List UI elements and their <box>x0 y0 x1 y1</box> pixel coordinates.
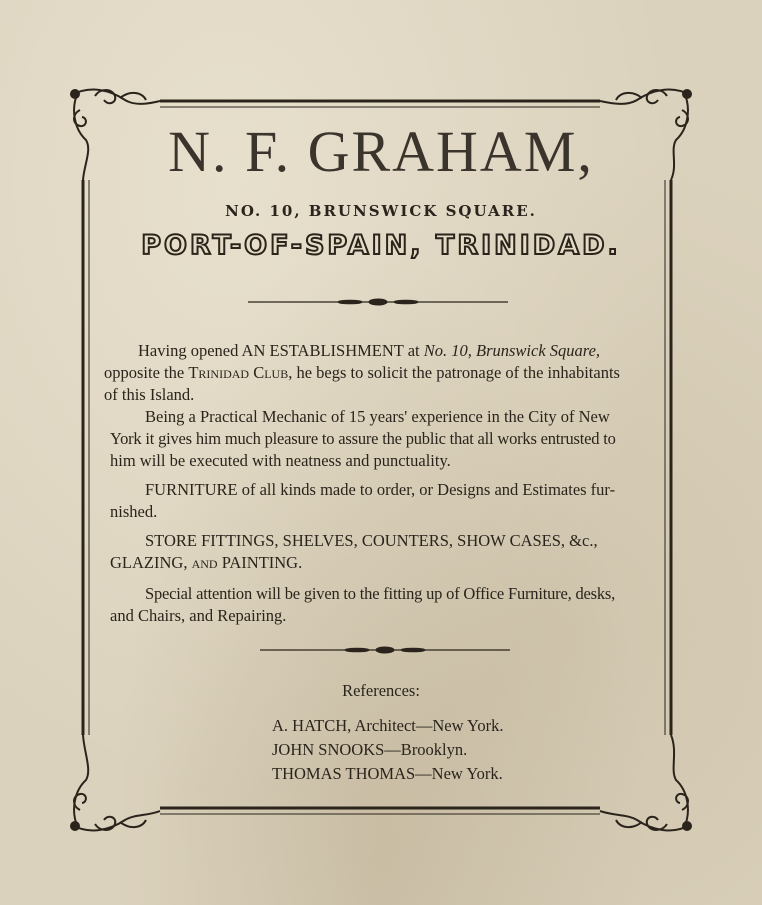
corner-flourish-bottom-right <box>600 735 691 830</box>
corner-flourish-bottom-left <box>71 735 160 830</box>
para4-line2 <box>110 552 302 574</box>
street-address: NO. 10, BRUNSWICK SQUARE. <box>225 202 537 220</box>
para2-line1: Being a Practical Mechanic of 15 years' experience in the City of New <box>145 407 610 426</box>
para5-line1: Special attention will be given to the fitting up of Office Furniture, desks, <box>145 584 616 603</box>
para4-text: GLAZING, <box>110 553 192 572</box>
para5-line2: and Chairs, and Repairing. <box>110 606 287 625</box>
para2-line2: York it gives him much pleasure to assure the public that all works entrusted to <box>110 429 616 448</box>
para1-text: opposite the <box>104 363 189 382</box>
para1-line1 <box>138 340 600 362</box>
address-italic: No. 10, Brunswick Square, <box>423 341 601 360</box>
para4-line1: STORE FITTINGS, SHELVES, COUNTERS, SHOW CASES, &c., <box>145 531 598 550</box>
merchant-name-title: N. F. GRAHAM, <box>168 119 594 184</box>
para1-text: Having opened AN ESTABLISHMENT at <box>138 341 424 360</box>
section-divider-bottom <box>260 647 510 653</box>
club-name: Trinidad Club <box>188 363 289 382</box>
para4-text: PAINTING. <box>217 553 303 572</box>
reference-item: A. HATCH, Architect—New York. <box>272 716 504 735</box>
references-heading: References: <box>342 681 420 700</box>
para3-line2: nished. <box>110 502 158 521</box>
para4-small-caps: and <box>191 553 218 572</box>
para1-line2 <box>104 362 620 384</box>
section-divider-top <box>248 299 508 305</box>
reference-item: THOMAS THOMAS—New York. <box>272 764 503 783</box>
para1-text: , he begs to solicit the patronage of the inhabitants <box>288 363 620 382</box>
para1-line3: of this Island. <box>104 385 195 404</box>
reference-item: JOHN SNOOKS—Brooklyn. <box>272 740 468 759</box>
para2-line3: him will be executed with neatness and punctuality. <box>110 451 451 470</box>
para3-line1: FURNITURE of all kinds made to order, or Designs and Estimates fur- <box>145 480 616 499</box>
city-heading: PORT-OF-SPAIN, TRINIDAD. <box>141 230 621 261</box>
